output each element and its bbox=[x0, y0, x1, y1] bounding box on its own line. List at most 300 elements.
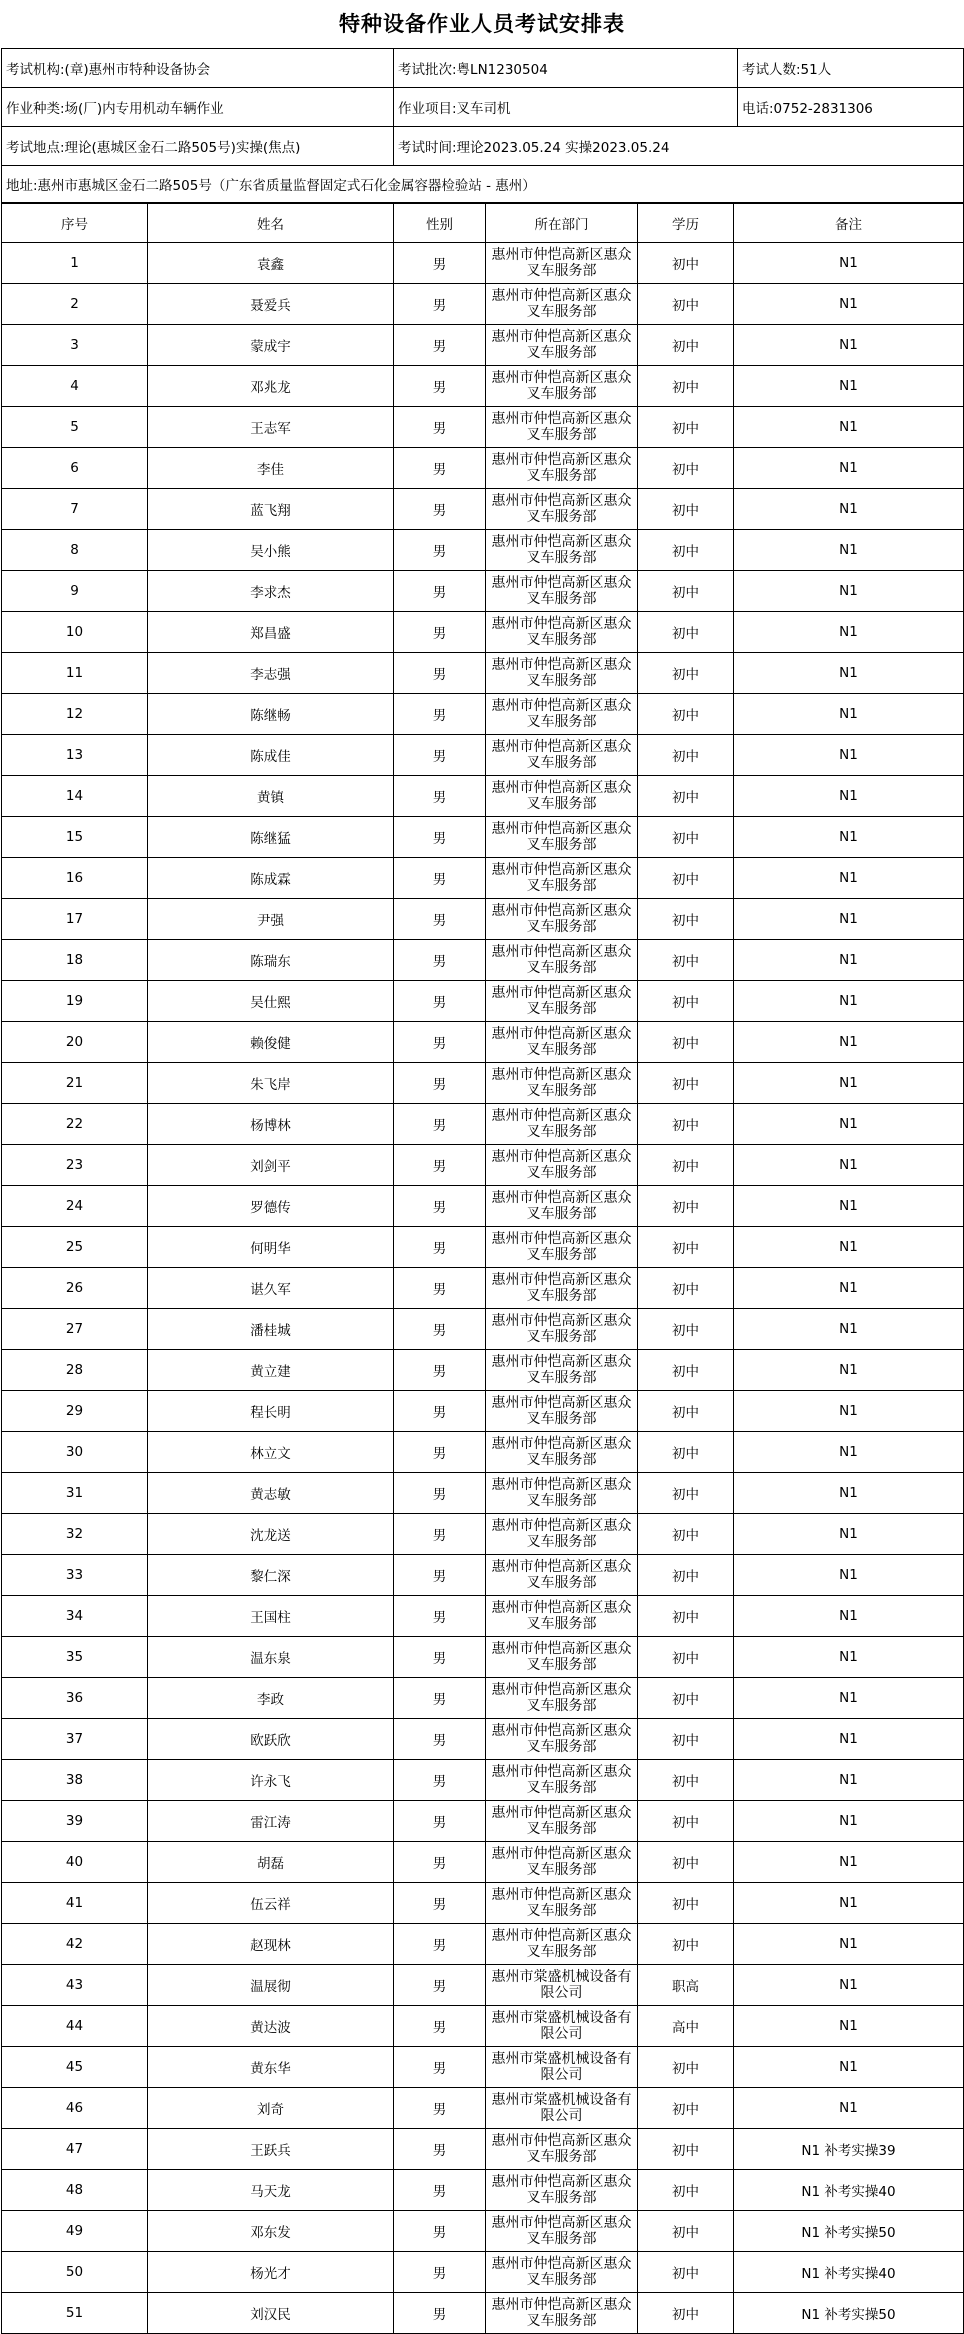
cell-dept bbox=[486, 1883, 638, 1924]
cell-gender: 男 bbox=[394, 2211, 486, 2252]
cell-dept bbox=[486, 1842, 638, 1883]
exam-location: 考试地点:理论(惠城区金石二路505号)实操(焦点) bbox=[2, 127, 394, 166]
table-row bbox=[2, 571, 964, 612]
cell-edu: 初中 bbox=[638, 2129, 734, 2170]
cell-name: 欧跃欣 bbox=[148, 1719, 394, 1760]
cell-gender: 男 bbox=[394, 1104, 486, 1145]
table-row bbox=[2, 1842, 964, 1883]
cell-gender: 男 bbox=[394, 899, 486, 940]
table-row bbox=[2, 1883, 964, 1924]
table-row bbox=[2, 2129, 964, 2170]
cell-name: 陈继畅 bbox=[148, 694, 394, 735]
cell-no: 44 bbox=[2, 2006, 148, 2047]
cell-dept bbox=[486, 1801, 638, 1842]
cell-gender: 男 bbox=[394, 1063, 486, 1104]
cell-note: N1 补考实操40 bbox=[734, 2252, 964, 2293]
dept-text: 惠州市仲恺高新区惠众叉车服务部 bbox=[491, 1436, 632, 1468]
dept-text: 惠州市仲恺高新区惠众叉车服务部 bbox=[491, 288, 632, 320]
cell-dept bbox=[486, 2088, 638, 2129]
cell-dept bbox=[486, 325, 638, 366]
candidate-table bbox=[1, 203, 964, 2334]
cell-edu: 初中 bbox=[638, 1309, 734, 1350]
exam-batch: 考试批次:粤LN1230504 bbox=[394, 49, 738, 88]
cell-note: N1 bbox=[734, 1719, 964, 1760]
cell-dept bbox=[486, 1924, 638, 1965]
cell-note: N1 bbox=[734, 2047, 964, 2088]
cell-name: 程长明 bbox=[148, 1391, 394, 1432]
cell-gender: 男 bbox=[394, 1801, 486, 1842]
table-row bbox=[2, 1268, 964, 1309]
dept-text: 惠州市仲恺高新区惠众叉车服务部 bbox=[491, 247, 632, 279]
cell-edu: 初中 bbox=[638, 1227, 734, 1268]
dept-text: 惠州市仲恺高新区惠众叉车服务部 bbox=[491, 411, 632, 443]
cell-note: N1 bbox=[734, 530, 964, 571]
cell-note: N1 bbox=[734, 1391, 964, 1432]
table-row bbox=[2, 1801, 964, 1842]
table-row bbox=[2, 2293, 964, 2334]
cell-dept bbox=[486, 1719, 638, 1760]
cell-name: 温展彻 bbox=[148, 1965, 394, 2006]
cell-no: 2 bbox=[2, 284, 148, 325]
cell-name: 陈继猛 bbox=[148, 817, 394, 858]
cell-note: N1 补考实操50 bbox=[734, 2211, 964, 2252]
cell-edu: 初中 bbox=[638, 858, 734, 899]
cell-name: 雷江涛 bbox=[148, 1801, 394, 1842]
cell-edu: 初中 bbox=[638, 284, 734, 325]
cell-edu: 初中 bbox=[638, 1842, 734, 1883]
cell-edu: 初中 bbox=[638, 1391, 734, 1432]
cell-gender: 男 bbox=[394, 653, 486, 694]
cell-edu: 高中 bbox=[638, 2006, 734, 2047]
cell-gender: 男 bbox=[394, 325, 486, 366]
cell-dept bbox=[486, 366, 638, 407]
dept-text: 惠州市仲恺高新区惠众叉车服务部 bbox=[491, 698, 632, 730]
dept-text: 惠州市仲恺高新区惠众叉车服务部 bbox=[491, 1149, 632, 1181]
cell-edu: 初中 bbox=[638, 571, 734, 612]
table-row bbox=[2, 1186, 964, 1227]
cell-dept bbox=[486, 1596, 638, 1637]
cell-edu: 初中 bbox=[638, 694, 734, 735]
cell-no: 17 bbox=[2, 899, 148, 940]
table-row bbox=[2, 1924, 964, 1965]
cell-edu: 初中 bbox=[638, 2088, 734, 2129]
dept-text: 惠州市仲恺高新区惠众叉车服务部 bbox=[491, 944, 632, 976]
cell-gender: 男 bbox=[394, 1514, 486, 1555]
cell-note: N1 bbox=[734, 1842, 964, 1883]
cell-note: N1 bbox=[734, 1186, 964, 1227]
cell-gender: 男 bbox=[394, 2129, 486, 2170]
table-row bbox=[2, 2211, 964, 2252]
cell-dept bbox=[486, 2293, 638, 2334]
cell-gender: 男 bbox=[394, 1145, 486, 1186]
cell-name: 郑昌盛 bbox=[148, 612, 394, 653]
table-row bbox=[2, 243, 964, 284]
cell-no: 10 bbox=[2, 612, 148, 653]
cell-edu: 初中 bbox=[638, 1104, 734, 1145]
cell-gender: 男 bbox=[394, 1022, 486, 1063]
cell-name: 黄镇 bbox=[148, 776, 394, 817]
cell-gender: 男 bbox=[394, 1268, 486, 1309]
header-name: 姓名 bbox=[148, 204, 394, 243]
cell-no: 32 bbox=[2, 1514, 148, 1555]
cell-edu: 初中 bbox=[638, 1063, 734, 1104]
table-row bbox=[2, 776, 964, 817]
table-row bbox=[2, 735, 964, 776]
cell-gender: 男 bbox=[394, 981, 486, 1022]
cell-dept bbox=[486, 1022, 638, 1063]
cell-edu: 初中 bbox=[638, 899, 734, 940]
cell-edu: 初中 bbox=[638, 1186, 734, 1227]
cell-dept bbox=[486, 407, 638, 448]
cell-no: 21 bbox=[2, 1063, 148, 1104]
cell-note: N1 bbox=[734, 612, 964, 653]
dept-text: 惠州市棠盛机械设备有限公司 bbox=[491, 2051, 632, 2083]
dept-text: 惠州市棠盛机械设备有限公司 bbox=[491, 2010, 632, 2042]
table-row bbox=[2, 489, 964, 530]
table-row bbox=[2, 1555, 964, 1596]
cell-no: 29 bbox=[2, 1391, 148, 1432]
cell-dept bbox=[486, 1432, 638, 1473]
cell-name: 尹强 bbox=[148, 899, 394, 940]
cell-edu: 初中 bbox=[638, 612, 734, 653]
cell-no: 39 bbox=[2, 1801, 148, 1842]
cell-note: N1 补考实操40 bbox=[734, 2170, 964, 2211]
dept-text: 惠州市仲恺高新区惠众叉车服务部 bbox=[491, 1846, 632, 1878]
cell-name: 邓东发 bbox=[148, 2211, 394, 2252]
dept-text: 惠州市仲恺高新区惠众叉车服务部 bbox=[491, 1682, 632, 1714]
table-row bbox=[2, 817, 964, 858]
cell-gender: 男 bbox=[394, 694, 486, 735]
cell-dept bbox=[486, 1309, 638, 1350]
cell-note: N1 bbox=[734, 1432, 964, 1473]
cell-edu: 初中 bbox=[638, 1883, 734, 1924]
dept-text: 惠州市仲恺高新区惠众叉车服务部 bbox=[491, 1805, 632, 1837]
table-row bbox=[2, 1965, 964, 2006]
table-row bbox=[2, 2006, 964, 2047]
cell-gender: 男 bbox=[394, 1186, 486, 1227]
cell-gender: 男 bbox=[394, 243, 486, 284]
cell-dept bbox=[486, 1063, 638, 1104]
cell-gender: 男 bbox=[394, 2252, 486, 2293]
header-dept: 所在部门 bbox=[486, 204, 638, 243]
cell-dept bbox=[486, 1965, 638, 2006]
cell-gender: 男 bbox=[394, 1760, 486, 1801]
table-row bbox=[2, 1596, 964, 1637]
cell-note: N1 bbox=[734, 284, 964, 325]
cell-edu: 初中 bbox=[638, 2047, 734, 2088]
cell-note: N1 bbox=[734, 1309, 964, 1350]
cell-no: 19 bbox=[2, 981, 148, 1022]
cell-dept bbox=[486, 284, 638, 325]
cell-dept bbox=[486, 858, 638, 899]
cell-edu: 初中 bbox=[638, 1350, 734, 1391]
cell-edu: 初中 bbox=[638, 1801, 734, 1842]
cell-note: N1 bbox=[734, 981, 964, 1022]
cell-dept bbox=[486, 940, 638, 981]
dept-text: 惠州市仲恺高新区惠众叉车服务部 bbox=[491, 821, 632, 853]
table-row bbox=[2, 1719, 964, 1760]
cell-gender: 男 bbox=[394, 2047, 486, 2088]
cell-no: 16 bbox=[2, 858, 148, 899]
cell-dept bbox=[486, 1473, 638, 1514]
cell-no: 22 bbox=[2, 1104, 148, 1145]
cell-note: N1 bbox=[734, 1637, 964, 1678]
table-row bbox=[2, 1227, 964, 1268]
cell-dept bbox=[486, 489, 638, 530]
table-row bbox=[2, 612, 964, 653]
cell-dept bbox=[486, 448, 638, 489]
cell-gender: 男 bbox=[394, 858, 486, 899]
cell-note: N1 bbox=[734, 1268, 964, 1309]
cell-gender: 男 bbox=[394, 1555, 486, 1596]
cell-no: 1 bbox=[2, 243, 148, 284]
cell-note: N1 bbox=[734, 1514, 964, 1555]
dept-text: 惠州市仲恺高新区惠众叉车服务部 bbox=[491, 493, 632, 525]
cell-dept bbox=[486, 735, 638, 776]
table-row bbox=[2, 1473, 964, 1514]
table-header-row bbox=[2, 204, 964, 243]
cell-no: 9 bbox=[2, 571, 148, 612]
cell-note: N1 bbox=[734, 448, 964, 489]
dept-text: 惠州市仲恺高新区惠众叉车服务部 bbox=[491, 534, 632, 566]
dept-text: 惠州市棠盛机械设备有限公司 bbox=[491, 1969, 632, 2001]
cell-no: 33 bbox=[2, 1555, 148, 1596]
cell-name: 何明华 bbox=[148, 1227, 394, 1268]
dept-text: 惠州市仲恺高新区惠众叉车服务部 bbox=[491, 1559, 632, 1591]
cell-no: 31 bbox=[2, 1473, 148, 1514]
dept-text: 惠州市仲恺高新区惠众叉车服务部 bbox=[491, 1395, 632, 1427]
cell-note: N1 bbox=[734, 1555, 964, 1596]
cell-note: N1 bbox=[734, 366, 964, 407]
cell-no: 23 bbox=[2, 1145, 148, 1186]
cell-no: 47 bbox=[2, 2129, 148, 2170]
table-row bbox=[2, 1432, 964, 1473]
work-project: 作业项目:叉车司机 bbox=[394, 88, 738, 127]
cell-edu: 初中 bbox=[638, 1760, 734, 1801]
cell-dept bbox=[486, 571, 638, 612]
table-row bbox=[2, 1637, 964, 1678]
cell-name: 许永飞 bbox=[148, 1760, 394, 1801]
cell-gender: 男 bbox=[394, 2293, 486, 2334]
cell-note: N1 bbox=[734, 776, 964, 817]
cell-note: N1 bbox=[734, 735, 964, 776]
cell-edu: 初中 bbox=[638, 735, 734, 776]
exam-count: 考试人数:51人 bbox=[738, 49, 964, 88]
cell-name: 蓝飞翔 bbox=[148, 489, 394, 530]
dept-text: 惠州市仲恺高新区惠众叉车服务部 bbox=[491, 1108, 632, 1140]
cell-note: N1 补考实操39 bbox=[734, 2129, 964, 2170]
cell-name: 黄东华 bbox=[148, 2047, 394, 2088]
cell-edu: 初中 bbox=[638, 2170, 734, 2211]
cell-note: N1 bbox=[734, 571, 964, 612]
cell-note: N1 bbox=[734, 940, 964, 981]
cell-no: 35 bbox=[2, 1637, 148, 1678]
cell-no: 40 bbox=[2, 1842, 148, 1883]
cell-note: N1 bbox=[734, 817, 964, 858]
cell-name: 李佳 bbox=[148, 448, 394, 489]
cell-note: N1 bbox=[734, 1473, 964, 1514]
cell-edu: 初中 bbox=[638, 1678, 734, 1719]
cell-dept bbox=[486, 2129, 638, 2170]
cell-note: N1 bbox=[734, 2006, 964, 2047]
cell-gender: 男 bbox=[394, 2170, 486, 2211]
cell-gender: 男 bbox=[394, 489, 486, 530]
dept-text: 惠州市仲恺高新区惠众叉车服务部 bbox=[491, 575, 632, 607]
table-row bbox=[2, 1514, 964, 1555]
cell-no: 34 bbox=[2, 1596, 148, 1637]
cell-gender: 男 bbox=[394, 612, 486, 653]
cell-name: 吴小熊 bbox=[148, 530, 394, 571]
cell-no: 51 bbox=[2, 2293, 148, 2334]
dept-text: 惠州市仲恺高新区惠众叉车服务部 bbox=[491, 1477, 632, 1509]
cell-gender: 男 bbox=[394, 1924, 486, 1965]
dept-text: 惠州市仲恺高新区惠众叉车服务部 bbox=[491, 2215, 632, 2247]
cell-note: N1 bbox=[734, 899, 964, 940]
cell-no: 7 bbox=[2, 489, 148, 530]
cell-gender: 男 bbox=[394, 940, 486, 981]
table-row bbox=[2, 2170, 964, 2211]
dept-text: 惠州市仲恺高新区惠众叉车服务部 bbox=[491, 862, 632, 894]
cell-edu: 初中 bbox=[638, 325, 734, 366]
cell-name: 伍云祥 bbox=[148, 1883, 394, 1924]
table-row bbox=[2, 325, 964, 366]
cell-note: N1 bbox=[734, 694, 964, 735]
cell-name: 刘剑平 bbox=[148, 1145, 394, 1186]
cell-gender: 男 bbox=[394, 735, 486, 776]
cell-name: 蒙成宇 bbox=[148, 325, 394, 366]
cell-gender: 男 bbox=[394, 284, 486, 325]
cell-gender: 男 bbox=[394, 1965, 486, 2006]
cell-name: 黎仁深 bbox=[148, 1555, 394, 1596]
cell-name: 吴仕熙 bbox=[148, 981, 394, 1022]
cell-note: N1 bbox=[734, 325, 964, 366]
cell-note: N1 bbox=[734, 1678, 964, 1719]
cell-name: 陈瑞东 bbox=[148, 940, 394, 981]
dept-text: 惠州市仲恺高新区惠众叉车服务部 bbox=[491, 452, 632, 484]
dept-text: 惠州市仲恺高新区惠众叉车服务部 bbox=[491, 2297, 632, 2329]
cell-note: N1 bbox=[734, 1596, 964, 1637]
cell-dept bbox=[486, 2047, 638, 2088]
table-row bbox=[2, 2252, 964, 2293]
table-row bbox=[2, 2047, 964, 2088]
cell-dept bbox=[486, 1637, 638, 1678]
dept-text: 惠州市仲恺高新区惠众叉车服务部 bbox=[491, 1928, 632, 1960]
cell-edu: 初中 bbox=[638, 1719, 734, 1760]
cell-edu: 初中 bbox=[638, 1596, 734, 1637]
cell-name: 袁鑫 bbox=[148, 243, 394, 284]
cell-no: 14 bbox=[2, 776, 148, 817]
cell-gender: 男 bbox=[394, 1309, 486, 1350]
cell-note: N1 bbox=[734, 1965, 964, 2006]
table-row bbox=[2, 1760, 964, 1801]
cell-gender: 男 bbox=[394, 1596, 486, 1637]
cell-name: 陈成佳 bbox=[148, 735, 394, 776]
cell-edu: 初中 bbox=[638, 1473, 734, 1514]
cell-edu: 初中 bbox=[638, 653, 734, 694]
cell-edu: 初中 bbox=[638, 1555, 734, 1596]
cell-dept bbox=[486, 1227, 638, 1268]
cell-note: N1 bbox=[734, 1022, 964, 1063]
dept-text: 惠州市仲恺高新区惠众叉车服务部 bbox=[491, 1723, 632, 1755]
cell-name: 李政 bbox=[148, 1678, 394, 1719]
cell-no: 30 bbox=[2, 1432, 148, 1473]
cell-dept bbox=[486, 776, 638, 817]
cell-edu: 初中 bbox=[638, 1637, 734, 1678]
dept-text: 惠州市仲恺高新区惠众叉车服务部 bbox=[491, 616, 632, 648]
cell-no: 48 bbox=[2, 2170, 148, 2211]
table-row bbox=[2, 1145, 964, 1186]
cell-no: 8 bbox=[2, 530, 148, 571]
cell-name: 赖俊健 bbox=[148, 1022, 394, 1063]
dept-text: 惠州市仲恺高新区惠众叉车服务部 bbox=[491, 329, 632, 361]
cell-edu: 职高 bbox=[638, 1965, 734, 2006]
cell-no: 49 bbox=[2, 2211, 148, 2252]
cell-edu: 初中 bbox=[638, 1514, 734, 1555]
cell-name: 黄立建 bbox=[148, 1350, 394, 1391]
exam-org: 考试机构:(章)惠州市特种设备协会 bbox=[2, 49, 394, 88]
cell-gender: 男 bbox=[394, 1432, 486, 1473]
cell-name: 王跃兵 bbox=[148, 2129, 394, 2170]
table-row bbox=[2, 1022, 964, 1063]
cell-edu: 初中 bbox=[638, 1268, 734, 1309]
cell-note: N1 bbox=[734, 1883, 964, 1924]
cell-edu: 初中 bbox=[638, 530, 734, 571]
cell-no: 41 bbox=[2, 1883, 148, 1924]
table-row bbox=[2, 653, 964, 694]
cell-dept bbox=[486, 1760, 638, 1801]
dept-text: 惠州市仲恺高新区惠众叉车服务部 bbox=[491, 1518, 632, 1550]
cell-note: N1 bbox=[734, 1350, 964, 1391]
dept-text: 惠州市仲恺高新区惠众叉车服务部 bbox=[491, 657, 632, 689]
cell-dept bbox=[486, 653, 638, 694]
cell-no: 11 bbox=[2, 653, 148, 694]
cell-name: 杨博林 bbox=[148, 1104, 394, 1145]
cell-name: 潘桂城 bbox=[148, 1309, 394, 1350]
cell-gender: 男 bbox=[394, 407, 486, 448]
cell-dept bbox=[486, 530, 638, 571]
cell-dept bbox=[486, 2006, 638, 2047]
cell-no: 45 bbox=[2, 2047, 148, 2088]
table-row bbox=[2, 366, 964, 407]
cell-edu: 初中 bbox=[638, 1924, 734, 1965]
cell-dept bbox=[486, 1555, 638, 1596]
dept-text: 惠州市仲恺高新区惠众叉车服务部 bbox=[491, 1026, 632, 1058]
cell-no: 12 bbox=[2, 694, 148, 735]
cell-note: N1 bbox=[734, 1227, 964, 1268]
cell-dept bbox=[486, 2170, 638, 2211]
cell-note: N1 bbox=[734, 1104, 964, 1145]
cell-dept bbox=[486, 2211, 638, 2252]
table-row bbox=[2, 1678, 964, 1719]
cell-name: 胡磊 bbox=[148, 1842, 394, 1883]
table-row bbox=[2, 407, 964, 448]
dept-text: 惠州市仲恺高新区惠众叉车服务部 bbox=[491, 1313, 632, 1345]
cell-edu: 初中 bbox=[638, 981, 734, 1022]
cell-no: 38 bbox=[2, 1760, 148, 1801]
dept-text: 惠州市仲恺高新区惠众叉车服务部 bbox=[491, 1067, 632, 1099]
page-title: 特种设备作业人员考试安排表 bbox=[339, 12, 625, 36]
cell-name: 刘汉民 bbox=[148, 2293, 394, 2334]
work-category: 作业种类:场(厂)内专用机动车辆作业 bbox=[2, 88, 394, 127]
cell-gender: 男 bbox=[394, 571, 486, 612]
cell-gender: 男 bbox=[394, 2088, 486, 2129]
cell-note: N1 bbox=[734, 407, 964, 448]
cell-name: 谌久军 bbox=[148, 1268, 394, 1309]
table-row bbox=[2, 2088, 964, 2129]
dept-text: 惠州市仲恺高新区惠众叉车服务部 bbox=[491, 2256, 632, 2288]
dept-text: 惠州市仲恺高新区惠众叉车服务部 bbox=[491, 1600, 632, 1632]
cell-name: 陈成霖 bbox=[148, 858, 394, 899]
